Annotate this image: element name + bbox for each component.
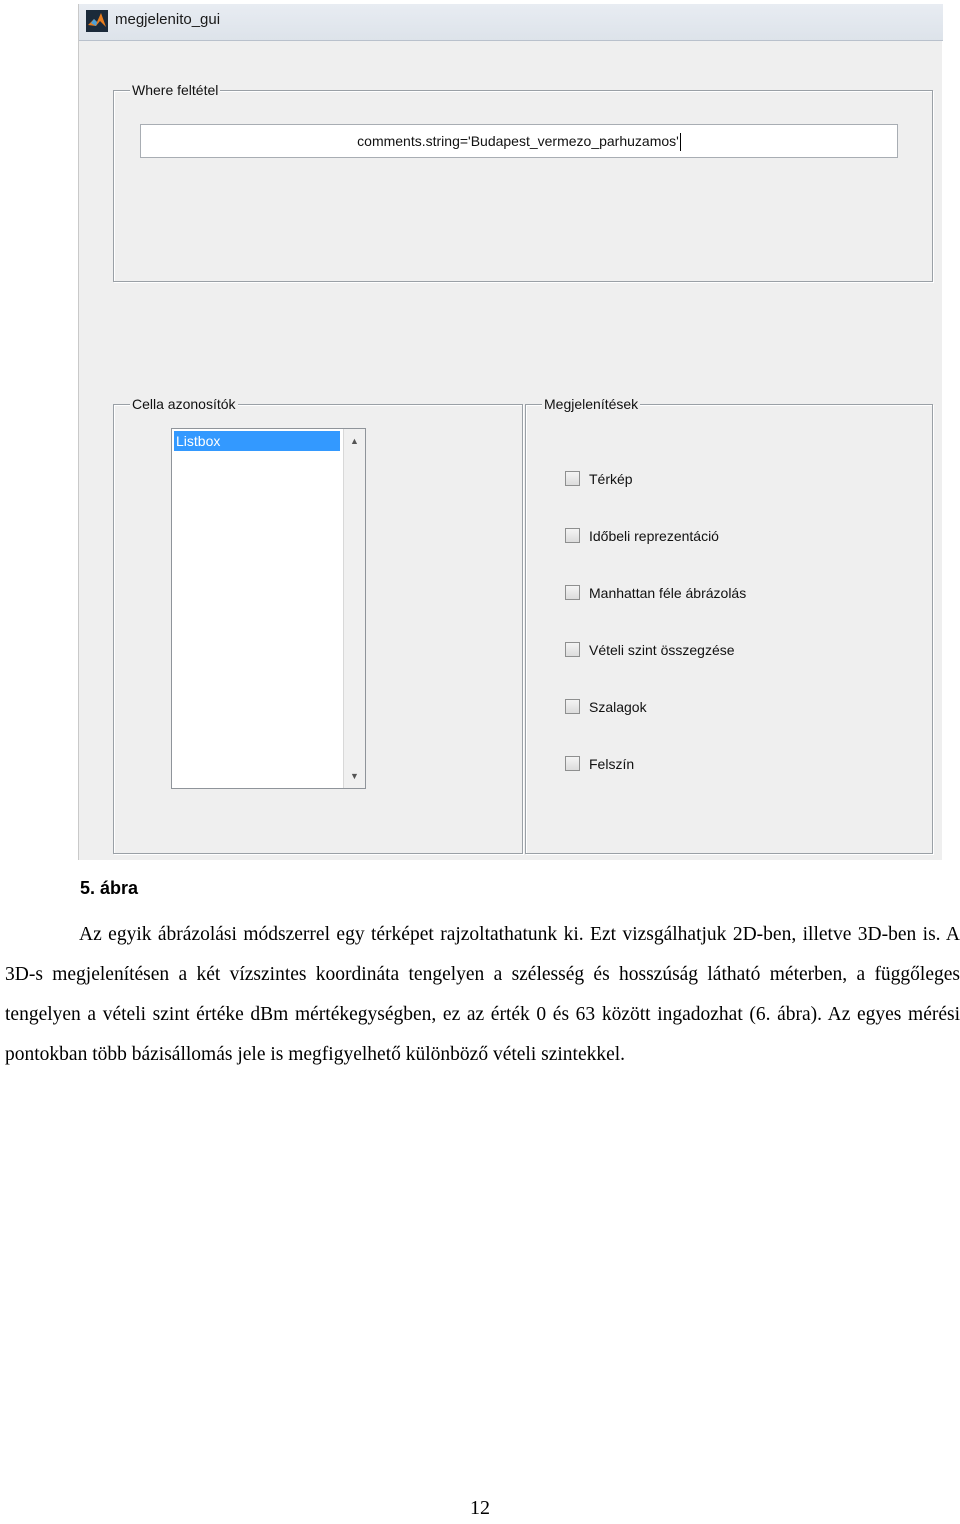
checkbox-label[interactable]: Szalagok: [589, 699, 647, 715]
checkbox-box[interactable]: [565, 585, 580, 600]
display-panel: [525, 396, 933, 854]
title-bar[interactable]: [79, 4, 943, 41]
cell-id-panel-label: Cella azonosítók: [132, 396, 236, 412]
checkbox-box[interactable]: [565, 642, 580, 657]
display-panel-label: Megjelenítések: [544, 396, 639, 412]
checkbox-box[interactable]: [565, 528, 580, 543]
checkbox-box[interactable]: [565, 756, 580, 771]
figure-caption: 5. ábra: [80, 878, 139, 898]
scroll-up-arrow-icon[interactable]: ▲: [350, 436, 359, 446]
checkbox-label[interactable]: Manhattan féle ábrázolás: [589, 585, 747, 601]
matlab-icon: [86, 10, 108, 32]
checkbox-box[interactable]: [565, 699, 580, 714]
where-input-value: comments.string='Budapest_vermezo_parhuzamos': [357, 133, 679, 149]
scroll-down-arrow-icon[interactable]: ▼: [350, 771, 359, 781]
body-paragraph: Az egyik ábrázolási módszerrel egy térképet rajzoltathatunk ki. Ezt vizsgálhatjuk 2D-ben, illetve 3D-ben is. A 3D-s megjelenítésen a két vízszintes koordináta tengelyen a szélesség és hosszúság látható méterben, a függőleges tengelyen a vételi szint értéke dBm mértékegységben, ez az érték 0 és 63 között ingadozhat (6. ábra). Az egyes mérési pontokban több bázisállomás jele is megfigyelhető különböző vételi szintekkel.: [5, 924, 960, 1065]
text-caret: [680, 133, 681, 151]
cell-id-listbox[interactable]: [171, 428, 366, 789]
checkbox-label[interactable]: Vételi szint összegzése: [589, 642, 735, 658]
listbox-scrollbar[interactable]: [343, 429, 365, 788]
gui-window: [78, 4, 942, 860]
checkbox-label[interactable]: Időbeli reprezentáció: [589, 528, 719, 544]
where-panel-label: Where feltétel: [132, 82, 219, 98]
listbox-item-selected[interactable]: Listbox: [174, 431, 340, 451]
page-number: 12: [470, 1497, 490, 1519]
window-title: megjelenito_gui: [115, 11, 221, 28]
where-input[interactable]: [140, 124, 898, 158]
where-panel: [113, 82, 933, 282]
checkbox-box[interactable]: [565, 471, 580, 486]
checkbox-label[interactable]: Térkép: [589, 471, 633, 487]
checkbox-label[interactable]: Felszín: [589, 756, 635, 772]
